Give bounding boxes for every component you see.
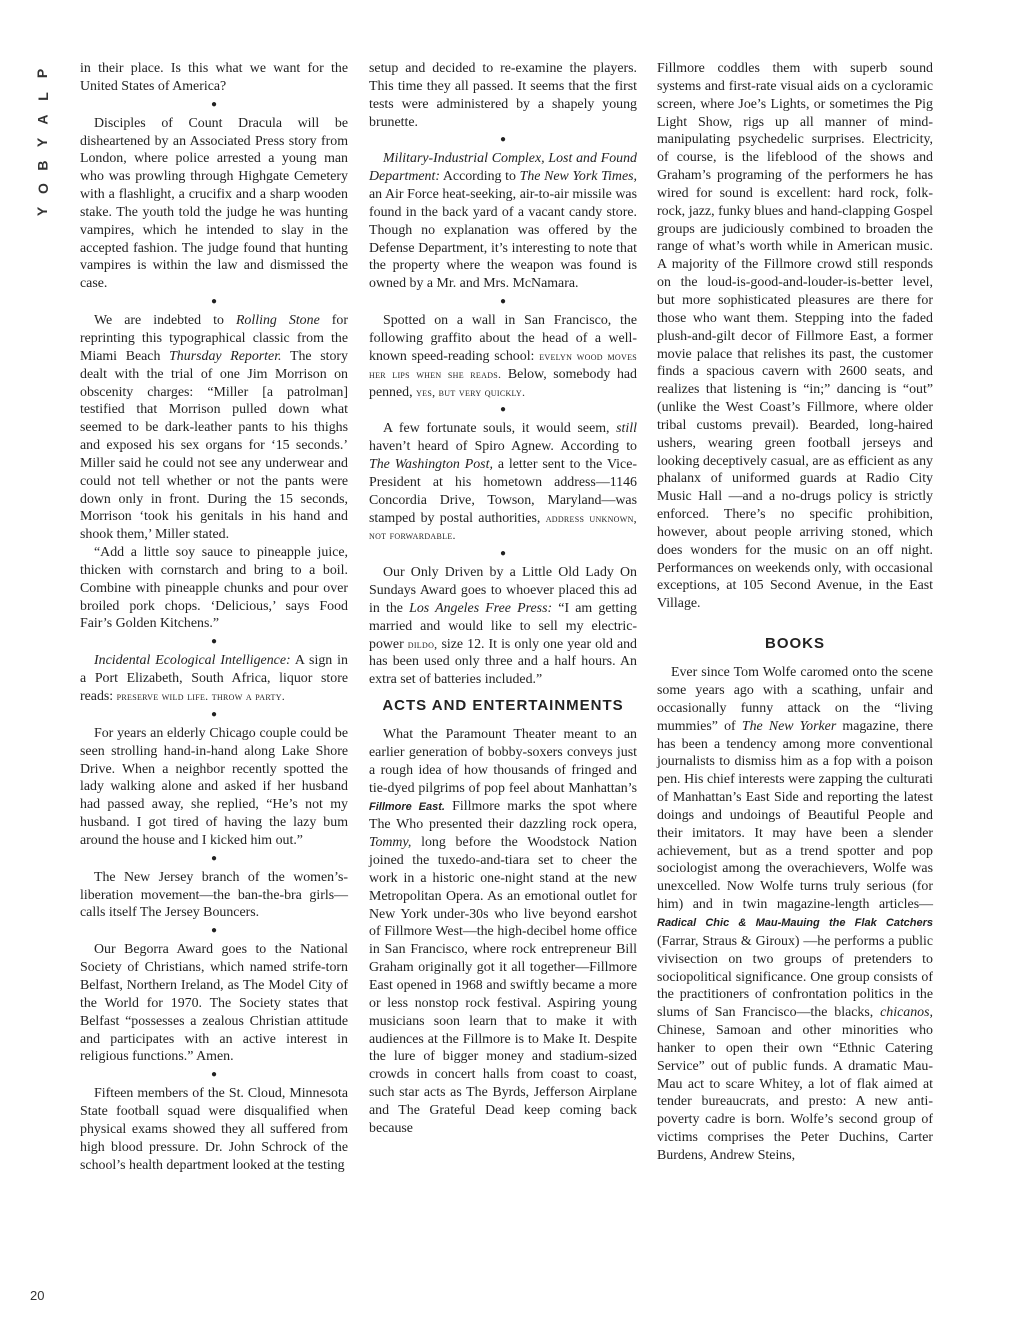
paragraph: Fifteen members of the St. Cloud, Minnesota State football squad were disqualified when physical exams showed they all suffered from high blood pressure. Dr. John Schrock of the school’s health department looked at the testing: [80, 1086, 348, 1173]
section-heading-books: BOOKS: [764, 635, 825, 653]
paragraph: Incidental Ecological Intelligence: A sign in a Port Elizabeth, South Africa, liquor store reads: preserve wild life. throw a party.: [80, 653, 348, 704]
column-2: [369, 60, 637, 1138]
paragraph: “Add a little soy sauce to pineapple juice, thicken with cornstarch and bring to a boil. Combine with pineapple chunks and pour over broiled pork chops. ‘Delicious,’ says Food Fair’s Golden Kitchens.”: [80, 545, 348, 632]
paragraph: Disciples of Count Dracula will be disheartened by an Associated Press story from London, where police arrested a young man who was prowling through Highgate Cemetery with a flashlight, a crucifix and a sharp wooden stake. The youth told the judge he was hunting vampires, which he intended to slay in the accepted fashion. The judge found that hunting vampires is within the law and dismissed the case.: [80, 115, 348, 292]
paragraph: in their place. Is this what we want for the United States of America?: [80, 61, 348, 94]
section-heading-acts: ACTS AND ENTERTAINMENTS: [382, 697, 624, 715]
bullet-divider: ●: [210, 852, 218, 864]
sidebar-letter: Y: [34, 206, 51, 217]
paragraph: Ever since Tom Wolfe caromed onto the scene some years ago with a scathing, unfair and occasionally funny attack on the “living mummies” of The New Yorker magazine, there has been a tendency among more conventional journalists to dismiss him as a fop with a poison pen. His chief interests were zapping the culturati of Manhattan’s East Side and reporting the latest doings and undoings of Beautiful People and their imitators. It may have been a slender achievement, but as a trend spotter and pop sociologist among the overachievers, Wolfe was unexcelled. Now Wolfe turns truly serious (for him) and in twin magazine-length articles—Radical Chic & Mau-Mauing the Flak Catchers (Farrar, Straus & Giroux) —he performs a public vivisection on two groups of pretenders to sociopolitical significance. One group consists of the practitioners of confrontation politics in the slums of San Francisco—the blacks, chicanos, Chinese, Samoan and other minorities who hanker to open their own “Ethnic Catering Service” out of public funds. A dramatic Mau-Mau act to scare Whitey, a lot of flak aimed at tender bureaucrats, and presto: A new anti-poverty cadre is born. Wolfe’s second group of victims comprises the Peter Duchins, Carter Burdens, Andrew Steins,: [657, 665, 933, 1163]
bullet-divider: ●: [210, 636, 218, 648]
paragraph: We are indebted to Rolling Stone for reprinting this typographical classic from the Miami Beach Thursday Reporter. The story dealt with the trial of one Jim Morrison on obscenity charges: “Miller [a patrolman] testified that Morrison pulled down what seemed to be dark-leather pants to his thighs and exposed his sex organs for ‘15 seconds.’ Miller said he could not see any underwear and could not tell whether or not the pants were down only in front. During the 15 seconds, Morrison ‘took his genitals in his hand and shook them,’ Miller stated.: [80, 313, 348, 543]
bullet-divider: ●: [499, 548, 507, 560]
sidebar-letter: Y: [34, 137, 51, 148]
column-1: [80, 60, 348, 1174]
sidebar-letter: A: [34, 114, 51, 125]
sidebar-letter: B: [34, 160, 51, 171]
bullet-divider: ●: [210, 925, 218, 937]
sidebar-letter: L: [34, 92, 51, 101]
bullet-divider: ●: [499, 296, 507, 308]
column-3: [657, 60, 933, 1165]
paragraph: Military-Industrial Complex, Lost and Found Department: According to The New York Times, an Air Force heat-seeking, air-to-air missile was found in the back yard of a vacant candy store. Though no explanation was offered by the Defense Department, it’s interesting to note that the property where the weapon was found is owned by a Mr. and Mrs. McNamara.: [369, 151, 637, 292]
sidebar-letter: P: [34, 68, 51, 79]
sidebar-letter: O: [34, 183, 51, 194]
magazine-sidebar: [30, 62, 56, 223]
paragraph: Our Begorra Award goes to the National Society of Christians, which named strife-torn Belfast, Northern Ireland, as The Model City of the World for 1970. The Society states that Belfast “possesses a zealous Christian attitude and participates with an active interest in religious functions.” Amen.: [80, 942, 348, 1065]
paragraph: What the Paramount Theater meant to an earlier generation of bobby-soxers conveys just a rough idea of how thousands of fringed and tie-dyed pilgrims of pop feel about Manhattan’s Fillmore East. Fillmore marks the spot where The Who presented their dazzling rock opera, Tommy, long before the Woodstock Nation joined the tuxedo-and-tiara set to cheer the work in a historic one-night stand at the new Metropolitan Opera. As an emotional outlet for New York under-30s who live beyond earshot of Fillmore West—the high-decibel home office in San Francisco, where rock entrepreneur Bill Graham originally got it all together—Fillmore East opened in 1968 and swiftly became a more or less nonstop rock festival. Aspiring young musicians soon learn that to make it with audiences at the Fillmore is to Make It. Despite the lure of bigger money and stadium-sized crowds in concert halls from coast to coast, such star acts as The Byrds, Jefferson Airplane and The Grateful Dead keep coming back because: [369, 727, 638, 1136]
paragraph: A few fortunate souls, it would seem, still haven’t heard of Spiro Agnew. According to The Washington Post, a letter sent to the Vice-President at his hometown address—1146 Concordia Drive, Towson, Maryland—was stamped by postal authorities, address unknown, not forwardable.: [369, 421, 637, 543]
bullet-divider: ●: [499, 134, 507, 146]
bullet-divider: ●: [210, 98, 218, 110]
paragraph: Spotted on a wall in San Francisco, the following graffito about the head of a well-known speed-reading school: evelyn wood moves her lips when she reads. Below, somebody had penned, yes, but very quickly.: [369, 313, 637, 400]
paragraph: The New Jersey branch of the women’s-liberation movement—the ban-the-bra girls—calls itself The Jersey Bouncers.: [80, 869, 348, 921]
bullet-divider: ●: [499, 404, 507, 416]
paragraph: Fillmore coddles them with superb sound systems and first-rate visual aids on a cycloramic screen, where Joe’s Lights, or sometimes the Pig Light Show, rigs up all manner of mind-manipulating psychedelic surprises. Electricity, of course, is the lifeblood of the shows and Graham’s programing of the performers he has wired for sound is excellent: hard rock, folk-rock, jazz, funky blues and hand-clapping Gospel groups are judiciously combined to broaden the range of what’s worth while in American music. A majority of the Fillmore crowd still responds on the loud-is-good-and-louder-is-better level, but more sophisticated pleasures are there for those who want them. Stepping into the faded plush-and-gilt decor of Fillmore East, a former movie palace that relishes its past, the customer finds a spacious cavern with 2600 seats, and realizes that listening is “in;” dancing is “out” (unlike the West Coast’s Fillmore, where older tribal customs prevail). Bearded, long-haired ushers, wearing green football jerseys and looking deceptively casual, are as efficient as any phalanx of uniformed guards at Radio City Music Hall —and a no-drugs policy is strictly enforced. There’s no specific prohibition, however, about people arriving stoned, which does wonders for the music on an off night. Performances on weekends only, with occasional exceptions, at 105 Second Avenue, in the East Village.: [657, 61, 933, 612]
bullet-divider: ●: [210, 296, 218, 308]
bullet-divider: ●: [210, 1069, 218, 1081]
paragraph: Our Only Driven by a Little Old Lady On Sundays Award goes to whoever placed this ad in the Los Angeles Free Press: “I am getting married and would like to sell my electric-power dildo, size 12. It is only one year old and has been used only three and a half hours. An extra set of batteries included.”: [369, 565, 638, 688]
paragraph: setup and decided to re-examine the players. This time they all passed. It seems that the first tests were administered by a shapely young brunette.: [369, 61, 637, 130]
page-number: 20: [30, 1288, 45, 1303]
paragraph: For years an elderly Chicago couple could be seen strolling hand-in-hand along Lake Shore Drive. When a neighbor recently spotted the lady walking alone and asked if her husband had passed away, she replied, “He’s not my husband. I got tired of having the lazy bum around the house and I kicked him out.”: [80, 725, 348, 848]
bullet-divider: ●: [210, 708, 218, 720]
